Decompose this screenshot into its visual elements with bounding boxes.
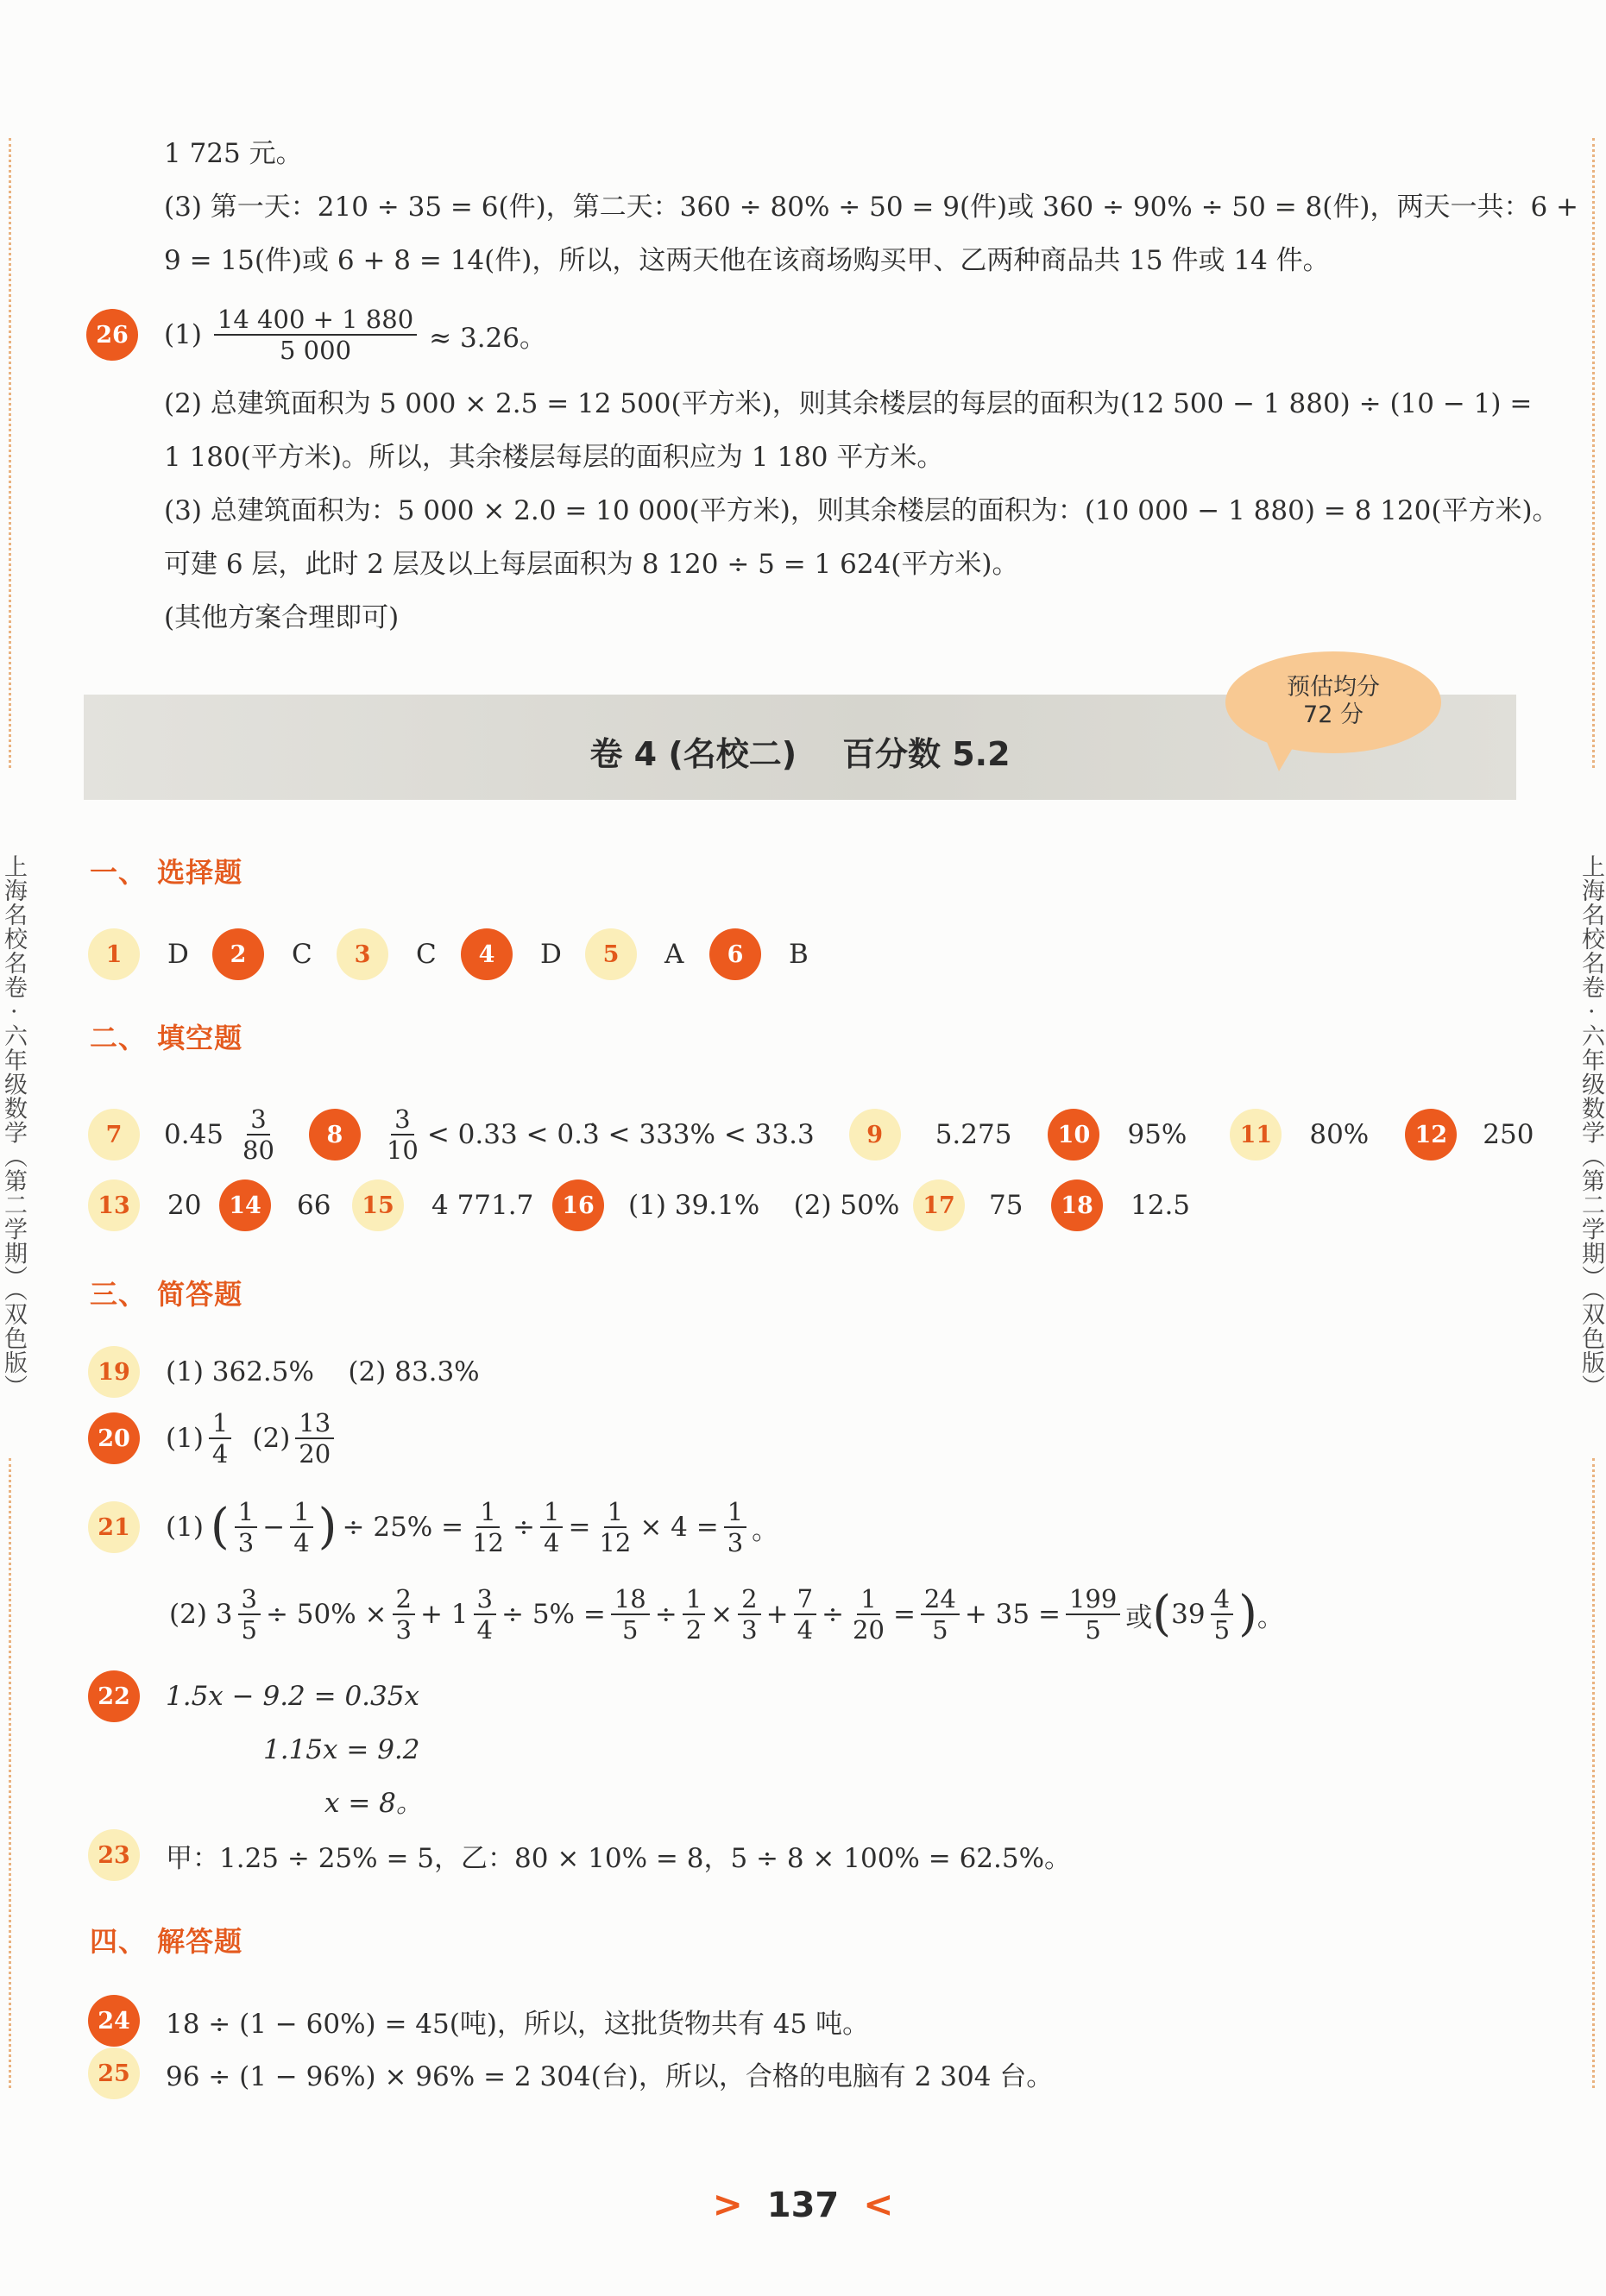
q26-fraction-denominator: 5 000 — [280, 336, 352, 365]
page-number-value: 137 — [766, 2186, 840, 2225]
q21-frac-e — [595, 1497, 634, 1557]
q21-op-4: ÷ 50% × — [265, 1599, 387, 1630]
q8-fraction — [383, 1104, 422, 1165]
choice-3-answer: C — [416, 939, 437, 970]
q22-badge: 22 — [88, 1670, 140, 1722]
q15-badge: 15 — [352, 1179, 404, 1231]
q21-frac-b-num: 1 — [290, 1497, 312, 1528]
q26-fraction-numerator: 14 400 + 1 880 — [214, 305, 417, 336]
q10-badge: 10 — [1048, 1109, 1099, 1161]
q21-frac-n — [849, 1584, 888, 1645]
q26-row — [86, 305, 546, 365]
q21-frac-c-num: 1 — [476, 1497, 499, 1528]
q17-answer: 75 — [989, 1190, 1023, 1221]
q18-answer: 12.5 — [1130, 1190, 1191, 1221]
choice-6-answer: B — [789, 939, 809, 970]
q20-fraction-1 — [209, 1408, 231, 1469]
choice-4-answer: D — [540, 939, 562, 970]
q21-frac-f — [724, 1497, 746, 1557]
q21-frac-m — [794, 1584, 816, 1645]
q21-label-1: (1) — [166, 1512, 204, 1543]
q21-frac-f-den: 3 — [727, 1528, 744, 1557]
q8-fraction-numerator: 3 — [391, 1104, 413, 1135]
q23-badge: 23 — [88, 1829, 140, 1881]
q14-answer: 66 — [297, 1190, 331, 1221]
choice-6-badge: 6 — [709, 928, 761, 980]
section-answer-heading: 四、 解答题 — [90, 1925, 243, 1958]
section-fill-heading: 二、 填空题 — [90, 1022, 243, 1054]
q21-frac-i-num: 3 — [474, 1584, 496, 1615]
q21-op-8: × — [710, 1599, 734, 1630]
q7-answer: 0.45 — [164, 1119, 224, 1150]
q21-frac-l — [738, 1584, 760, 1645]
q8-answer: < 0.33 < 0.3̇ < 333% < 33.3 — [426, 1119, 815, 1150]
q21-frac-d — [540, 1497, 563, 1557]
q21-op-10: ÷ — [822, 1599, 845, 1630]
choice-1-badge: 1 — [88, 928, 140, 980]
q21-label-2: (2) 3 — [169, 1599, 233, 1630]
q21-frac-n-num: 1 — [857, 1584, 879, 1615]
q20-fraction-1-numerator: 1 — [209, 1408, 231, 1439]
choice-5-answer: A — [664, 939, 684, 970]
choice-5-badge: 5 — [585, 928, 637, 980]
q7-badge: 7 — [88, 1109, 140, 1161]
q13-answer: 20 — [167, 1190, 202, 1221]
prev-q3-line-2: 9 = 15(件)或 6 + 8 = 14(件)，所以，这两天他在该商场购买甲、乙两种商品共 15 件或 14 件。 — [164, 245, 1330, 276]
q25-badge: 25 — [88, 2048, 140, 2099]
q21-op-1: ÷ 25% = — [342, 1512, 464, 1543]
q21-frac-c-den: 12 — [472, 1528, 504, 1557]
q21-frac-p — [1066, 1584, 1120, 1645]
q24-row — [88, 1995, 869, 2047]
q22-line-2: 1.15x = 9.2 — [263, 1734, 420, 1765]
q21-frac-h-den: 3 — [395, 1615, 412, 1645]
q22-line-1: 1.5x − 9.2 = 0.35x — [166, 1681, 419, 1712]
q8-badge: 8 — [309, 1109, 361, 1161]
q20-label-1: (1) — [166, 1423, 204, 1454]
left-dotted-line-top — [9, 138, 11, 768]
section-choice-heading: 一、 选择题 — [90, 856, 243, 889]
left-side-label: 上海名校名卷 · 六年级数学（第二学期）（双色版） — [0, 854, 27, 1400]
q21-frac-n-den: 20 — [853, 1615, 885, 1645]
prev-line-1: 1 725 元。 — [164, 138, 303, 169]
q12-badge: 12 — [1405, 1109, 1457, 1161]
q21-mixed-left-paren: ( — [1152, 1586, 1172, 1642]
q21-frac-d-den: 4 — [543, 1528, 560, 1557]
page-number — [0, 2183, 1606, 2225]
q24-badge: 24 — [88, 1995, 140, 2047]
choice-4-badge: 4 — [461, 928, 513, 980]
q21-badge: 21 — [88, 1501, 140, 1553]
q21-op-11: = — [892, 1599, 916, 1630]
q11-answer: 80% — [1309, 1119, 1370, 1150]
q21-op-5: + 1 — [419, 1599, 469, 1630]
choice-answers-row — [88, 928, 809, 980]
q21-frac-q — [1211, 1584, 1233, 1645]
q21-frac-b — [290, 1497, 312, 1557]
q20-badge: 20 — [88, 1412, 140, 1464]
q21-frac-a — [235, 1497, 257, 1557]
q19-row — [88, 1346, 480, 1398]
q21-frac-j-den: 5 — [622, 1615, 639, 1645]
q21-op-9: + — [765, 1599, 789, 1630]
choice-2-answer: C — [292, 939, 312, 970]
page-left-arrow-icon: > — [712, 2183, 743, 2225]
q21-frac-k-num: 1 — [683, 1584, 705, 1615]
bubble-line-2: 72 分 — [1303, 701, 1364, 728]
fill-row-1 — [88, 1104, 1534, 1165]
q20-fraction-2-numerator: 13 — [295, 1408, 334, 1439]
q26-number-badge: 26 — [86, 309, 138, 361]
q21-frac-p-den: 5 — [1085, 1615, 1101, 1645]
q11-badge: 11 — [1230, 1109, 1282, 1161]
exam-title: 卷 4 (名校二) 百分数 5.2 — [589, 735, 1011, 773]
q21-or: 或 — [1125, 1601, 1153, 1633]
q21-frac-d-num: 1 — [540, 1497, 563, 1528]
q17-badge: 17 — [913, 1179, 965, 1231]
q21-right-paren: ) — [318, 1499, 337, 1555]
q19-badge: 19 — [88, 1346, 140, 1398]
q25-row — [88, 2048, 1053, 2099]
q20-fraction-1-denominator: 4 — [211, 1439, 229, 1469]
q21-frac-o — [921, 1584, 960, 1645]
q16-badge: 16 — [552, 1179, 604, 1231]
q21-frac-k-den: 2 — [685, 1615, 702, 1645]
q21-frac-o-den: 5 — [932, 1615, 948, 1645]
choice-1-answer: D — [167, 939, 189, 970]
q21-frac-q-num: 4 — [1211, 1584, 1233, 1615]
q21-frac-i — [474, 1584, 496, 1645]
q21-frac-g-num: 3 — [238, 1584, 261, 1615]
q21-frac-g-den: 5 — [241, 1615, 257, 1645]
average-score-bubble — [1225, 651, 1441, 753]
q15-answer: 4 771.7 — [431, 1190, 534, 1221]
right-dotted-line-top — [1592, 138, 1595, 768]
q21-frac-q-den: 5 — [1213, 1615, 1231, 1645]
q21-frac-c — [469, 1497, 507, 1557]
q9-badge: 9 — [849, 1109, 901, 1161]
q13-badge: 13 — [88, 1179, 140, 1231]
choice-2-badge: 2 — [212, 928, 264, 980]
q23-answer: 甲：1.25 ÷ 25% = 5，乙：80 × 10% = 8，5 ÷ 8 × 100% = 62.5%。 — [166, 1842, 1072, 1874]
q21-op-3: × 4 = — [639, 1512, 719, 1543]
q21-frac-o-num: 24 — [921, 1584, 960, 1615]
q26-result: ≈ 3.26。 — [429, 322, 547, 354]
q25-answer: 96 ÷ (1 − 96%) × 96% = 2 304(台)，所以，合格的电脑有 2 304 台。 — [166, 2060, 1054, 2092]
q18-badge: 18 — [1051, 1179, 1103, 1231]
section-short-heading: 三、 简答题 — [90, 1278, 243, 1311]
q7-fraction — [239, 1104, 278, 1165]
q20-fraction-2-denominator: 20 — [299, 1439, 331, 1469]
q21-frac-p-num: 199 — [1066, 1584, 1120, 1615]
q21-end-2: 。 — [1256, 1601, 1284, 1633]
q21-frac-h-num: 2 — [393, 1584, 415, 1615]
q21-frac-b-den: 4 — [293, 1528, 310, 1557]
q21-eq: = — [568, 1512, 591, 1543]
left-dotted-line-bottom — [9, 1458, 11, 2088]
q26-part3-line-1: (3) 总建筑面积为：5 000 × 2.0 = 10 000(平方米)，则其余楼层的面积为：(10 000 − 1 880) = 8 120(平方米)。 — [164, 495, 1559, 526]
q21-frac-i-den: 4 — [476, 1615, 493, 1645]
q19-answer: (1) 362.5% (2) 83.3% — [166, 1356, 480, 1387]
prev-q3-line-1: (3) 第一天：210 ÷ 35 = 6(件)，第二天：360 ÷ 80% ÷ 50 = 9(件)或 360 ÷ 90% ÷ 50 = 8(件)，两天一共：6 + — [164, 192, 1579, 223]
q21-frac-g — [238, 1584, 261, 1645]
q20-row — [88, 1408, 339, 1469]
q21-frac-e-den: 12 — [599, 1528, 632, 1557]
q21-frac-m-num: 7 — [794, 1584, 816, 1615]
q24-answer: 18 ÷ (1 − 60%) = 45(吨)，所以，这批货物共有 45 吨。 — [166, 2008, 870, 2040]
q26-part2-line-1: (2) 总建筑面积为 5 000 × 2.5 = 12 500(平方米)，则其余楼层的每层的面积为(12 500 − 1 880) ÷ (10 − 1) = — [164, 388, 1533, 419]
q21-op-2: ÷ — [513, 1512, 535, 1543]
q26-label: (1) — [164, 319, 202, 350]
q21-frac-k — [683, 1584, 705, 1645]
q21-minus: − — [262, 1512, 286, 1543]
q26-fraction — [214, 305, 417, 365]
q16-answer: (1) 39.1% (2) 50% — [628, 1190, 900, 1221]
q21-frac-j-num: 18 — [611, 1584, 650, 1615]
q21-frac-f-num: 1 — [724, 1497, 746, 1528]
q21-op-12: + 35 = — [964, 1599, 1061, 1630]
right-side-label: 上海名校名卷 · 六年级数学（第二学期）（双色版） — [1578, 854, 1604, 1400]
q7-fraction-denominator: 80 — [242, 1135, 274, 1165]
q20-fraction-2 — [295, 1408, 334, 1469]
q26-note: (其他方案合理即可) — [164, 602, 400, 633]
q21-frac-m-den: 4 — [797, 1615, 814, 1645]
q20-label-2: (2) — [252, 1423, 291, 1454]
q22-line-3: x = 8。 — [324, 1788, 423, 1819]
q21-left-paren: ( — [210, 1499, 230, 1555]
q21-op-6: ÷ 5% = — [501, 1599, 606, 1630]
q14-badge: 14 — [219, 1179, 271, 1231]
q9-answer: 5.275 — [935, 1119, 1012, 1150]
q21-frac-l-den: 3 — [741, 1615, 758, 1645]
q10-answer: 95% — [1127, 1119, 1187, 1150]
q21-frac-a-den: 3 — [237, 1528, 255, 1557]
page-right-arrow-icon: < — [863, 2183, 894, 2225]
q22-row — [88, 1670, 419, 1722]
q21-mixed-right-paren: ) — [1238, 1586, 1257, 1642]
q21-frac-j — [611, 1584, 650, 1645]
q21-row-2 — [169, 1584, 1284, 1645]
q21-frac-a-num: 1 — [235, 1497, 257, 1528]
q21-frac-l-num: 2 — [738, 1584, 760, 1615]
q7-fraction-numerator: 3 — [247, 1104, 269, 1135]
q21-frac-e-num: 1 — [604, 1497, 627, 1528]
fill-row-2 — [88, 1179, 1190, 1231]
q21-row-1 — [88, 1497, 778, 1557]
q26-part3-line-2: 可建 6 层，此时 2 层及以上每层面积为 8 120 ÷ 5 = 1 624(平方米)。 — [164, 549, 1019, 580]
q21-frac-h — [393, 1584, 415, 1645]
q23-row — [88, 1829, 1071, 1881]
bubble-line-1: 预估均分 — [1287, 674, 1380, 701]
q21-end-1: 。 — [752, 1514, 779, 1546]
q21-op-7: ÷ — [654, 1599, 677, 1630]
q12-answer: 250 — [1483, 1119, 1534, 1150]
q8-fraction-denominator: 10 — [386, 1135, 419, 1165]
q21-mixed-whole: 39 — [1171, 1599, 1206, 1630]
q26-part2-line-2: 1 180(平方米)。所以，其余楼层每层的面积应为 1 180 平方米。 — [164, 442, 944, 473]
right-dotted-line-bottom — [1592, 1458, 1595, 2088]
choice-3-badge: 3 — [337, 928, 388, 980]
